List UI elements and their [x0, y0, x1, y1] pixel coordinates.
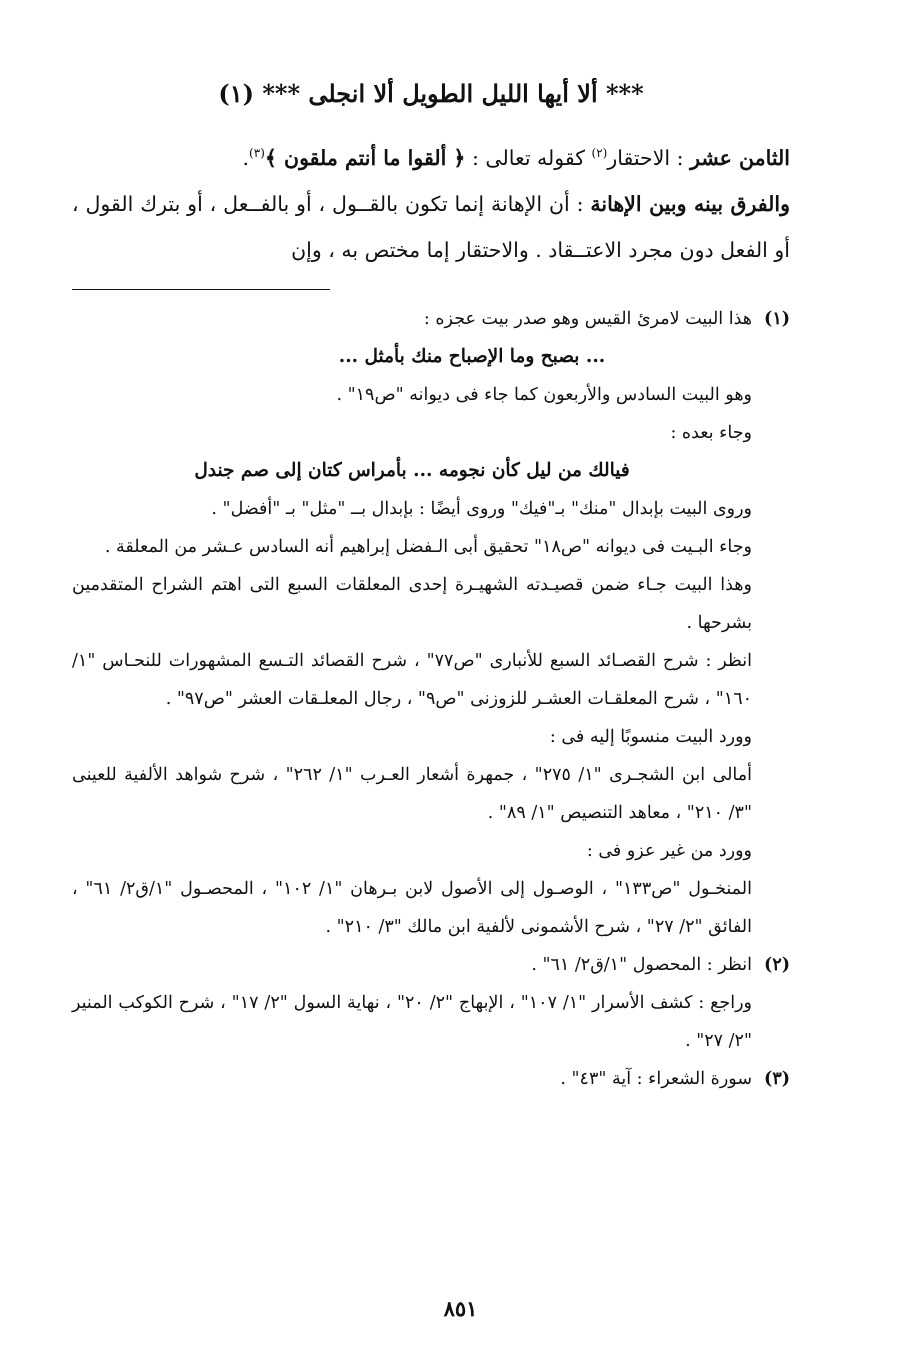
footnote-line: وهو البيت السادس والأربعون كما جاء فى ديوانه "ص١٩" . — [336, 384, 752, 405]
footnote-line: انظر : شرح القصـائد السبع للأنبارى "ص٧٧" ، شرح القصائد التـسع المشهورات للنحـاس "١/ ١٦٠" ، شرح المعلقـات العشـر للزوزنى "ص٩" ، رجال المعلـقات العشر "ص٩٧" . — [72, 650, 753, 709]
footnote-line: المنخـول "ص١٣٣" ، الوصـول إلى الأصول لابن بـرهان "١/ ١٠٢" ، المحصـول "١/ق٢/ ٦١" ، الفائق "٢/ ٢٧" ، شرح الأشمونى لألفية ابن مالك "٣/ ٢١٠" . — [72, 878, 752, 937]
footnotes — [72, 300, 790, 1098]
footnote-number: (٢) — [764, 954, 790, 975]
footnote-body — [72, 946, 752, 1060]
quran-quote: ﴿ ألقوا ما أنتم ملقون ﴾ — [264, 145, 466, 170]
verse-line: ... بصبح وما الإصباح منك بأمثل ... — [338, 345, 606, 367]
footnote-line: وورد من غير عزو فى : — [586, 840, 752, 861]
footnote-line: انظر : المحصول "١/ق٢/ ٦١" . — [531, 954, 752, 975]
poem-title: *** ألا أيها الليل الطويل ألا انجلى *** (١) — [218, 79, 644, 108]
footnote-line: وجاء بعده : — [670, 422, 752, 443]
paragraph-eighteenth — [72, 130, 790, 181]
paragraph-text: . — [242, 145, 250, 170]
footnote-line: وراجع : كشف الأسرار "١/ ١٠٧" ، الإبهاج "٢/ ٢٠" ، نهاية السول "٢/ ١٧" ، شرح الكوكب المنير "٢/ ٢٧" . — [72, 992, 752, 1051]
page-number: ٨٥١ — [443, 1296, 478, 1321]
paragraph-text: : الاحتقار — [607, 145, 691, 170]
paragraph-difference — [72, 181, 790, 273]
footnote-number: (٣) — [764, 1068, 790, 1089]
paragraph-text: كقوله تعالى : — [465, 145, 592, 170]
footnote-separator — [72, 289, 330, 290]
footnote-line: وجاء البـيت فى ديوانه "ص١٨" تحقيق أبى الـفضل إبراهيم أنه السادس عـشر من المعلقة . — [104, 536, 752, 557]
page-content — [72, 78, 790, 1098]
footnote-body — [72, 1060, 752, 1098]
footnote-2 — [72, 946, 790, 1060]
footnote-line: أمالى ابن الشجـرى "١/ ٢٧٥" ، جمهرة أشعار العـرب "١/ ٢٦٢" ، شرح شواهد الألفية للعينى "٣/ ٢١٠" ، معاهد التنصيص "١/ ٨٩" . — [72, 764, 752, 823]
footnote-1 — [72, 300, 790, 946]
footnote-line: وهذا البيت جـاء ضمن قصيـدته الشهيـرة إحدى المعلقات السبع التى اهتم الشراح المتقدمين بشرحها . — [72, 574, 752, 633]
footnote-line: وورد البيت منسوبًا إليه فى : — [549, 726, 752, 747]
footnote-body — [72, 300, 752, 946]
verse-line: فيالك من ليل كأن نجومه ... بأمراس كتان إلى صم جندل — [194, 459, 630, 481]
paragraph-lead: والفرق بينه وبين الإهانة — [590, 191, 790, 216]
paragraph-lead: الثامن عشر — [690, 145, 790, 170]
main-text — [72, 130, 790, 273]
footnote-ref: (٢) — [591, 146, 608, 160]
footnote-number: (١) — [764, 308, 790, 329]
footnote-line: هذا البيت لامرئ القيس وهو صدر بيت عجزه : — [423, 308, 752, 329]
footnote-ref: (٣) — [249, 146, 265, 160]
paragraph-text: : أن الإهانة إنما تكون بالقــول ، أو بالفــعل ، أو بترك القول ، أو الفعل دون مجرد الاعتــقاد . والاحتقار إما مختص به ، وإن — [72, 191, 790, 262]
footnote-3 — [72, 1060, 790, 1098]
footnote-line: وروى البيت بإبدال "منك" بـ"فيك" وروى أيضًا : بإبدال بــ "مثل" بـ "أفضل" . — [211, 498, 752, 519]
footnote-line: سورة الشعراء : آية "٤٣" . — [560, 1068, 752, 1089]
